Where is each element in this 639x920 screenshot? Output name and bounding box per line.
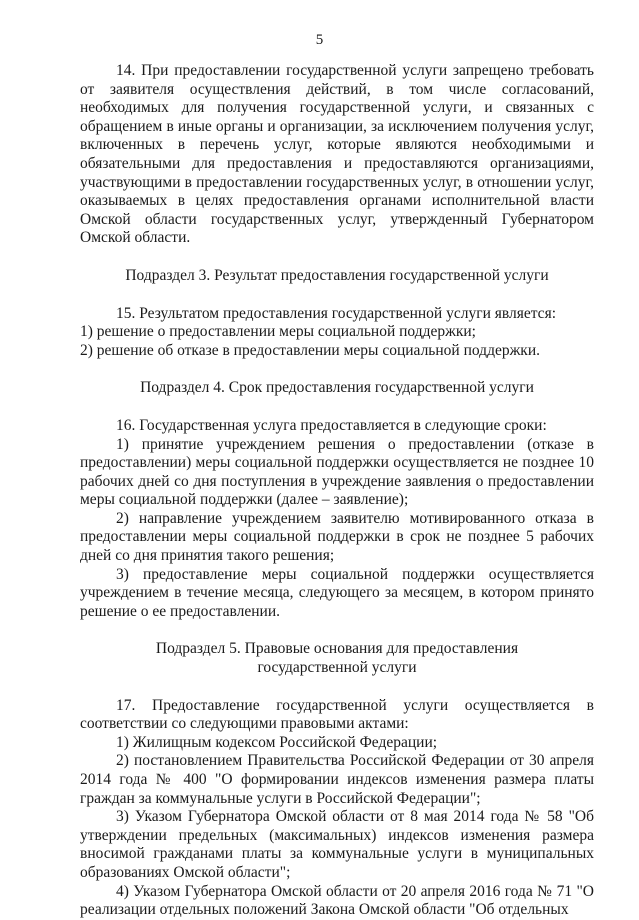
document-body: [80, 62, 594, 920]
list-item: 1) решение о предоставлении меры социальной поддержки;: [80, 323, 476, 341]
subsection-5-heading-line2: государственной услуги: [257, 659, 417, 677]
paragraph-15: 15. Результатом предоставления государственной услуги является:: [116, 304, 557, 322]
subsection-4-heading: Подраздел 4. Срок предоставления государственной услуги: [140, 379, 534, 397]
list-item: 2) постановлением Правительства Российской Федерации от 30 апреля 2014 года № 400 "О формировании индексов изменения размера платы граждан за коммунальные услуги в Российской Федерации";: [80, 752, 594, 807]
list-item: 2) направление учреждением заявителю мотивированного отказа в предоставлении меры социальной поддержки в срок не позднее 5 рабочих дней со дня принятия такого решения;: [80, 509, 594, 565]
list-item: 1) Жилищным кодексом Российской Федерации;: [116, 733, 438, 751]
list-item: 1) принятие учреждением решения о предоставлении (отказе в предоставлении) меры социальной поддержки осуществляется не позднее 10 рабочих дней со дня поступления в учреждение заявления о предоставлении меры социальной поддержки (далее – заявление);: [80, 435, 594, 509]
list-item: 3) Указом Губернатора Омской области от 8 мая 2014 года № 58 "Об утверждении предельных (максимальных) индексов изменения размера вносимой гражданами платы за коммунальные услуги в муниципальных образованиях Омской области";: [80, 808, 594, 881]
list-item: 2) решение об отказе в предоставлении меры социальной поддержки.: [80, 341, 540, 359]
subsection-5-heading-line1: Подраздел 5. Правовые основания для предоставления: [155, 640, 519, 658]
page-number: 5: [315, 32, 324, 48]
paragraph-14: 14. При предоставлении государственной услуги запрещено требовать от заявителя осуществления действий, в том числе согласований, необходимых для получения государственной услуги, и связанных с обращением в иные органы и организации, за исключением получения услуг, включенных в перечень услуг, которые являются необходимыми и обязательными для предоставления и предоставляются организациями, участвующими в предоставлении государственных услуг, в отношении услуг, оказываемых в целях предоставления органами исполнительной власти Омской области государственных услуг, утвержденный Губернатором Омской области.: [80, 62, 594, 247]
paragraph-17: 17. Предоставление государственной услуги осуществляется в соответствии со следующими правовыми актами:: [80, 696, 594, 733]
list-item: 4) Указом Губернатора Омской области от 20 апреля 2016 года № 71 "О реализации отдельных положений Закона Омской области "Об отдельных: [80, 882, 594, 919]
paragraph-16: 16. Государственная услуга предоставляется в следующие сроки:: [116, 416, 547, 434]
list-item: 3) предоставление меры социальной поддержки осуществляется учреждением в течение месяца, следующего за месяцем, в котором принято решение о ее предоставлении.: [80, 565, 594, 620]
subsection-3-heading: Подраздел 3. Результат предоставления государственной услуги: [125, 266, 549, 284]
